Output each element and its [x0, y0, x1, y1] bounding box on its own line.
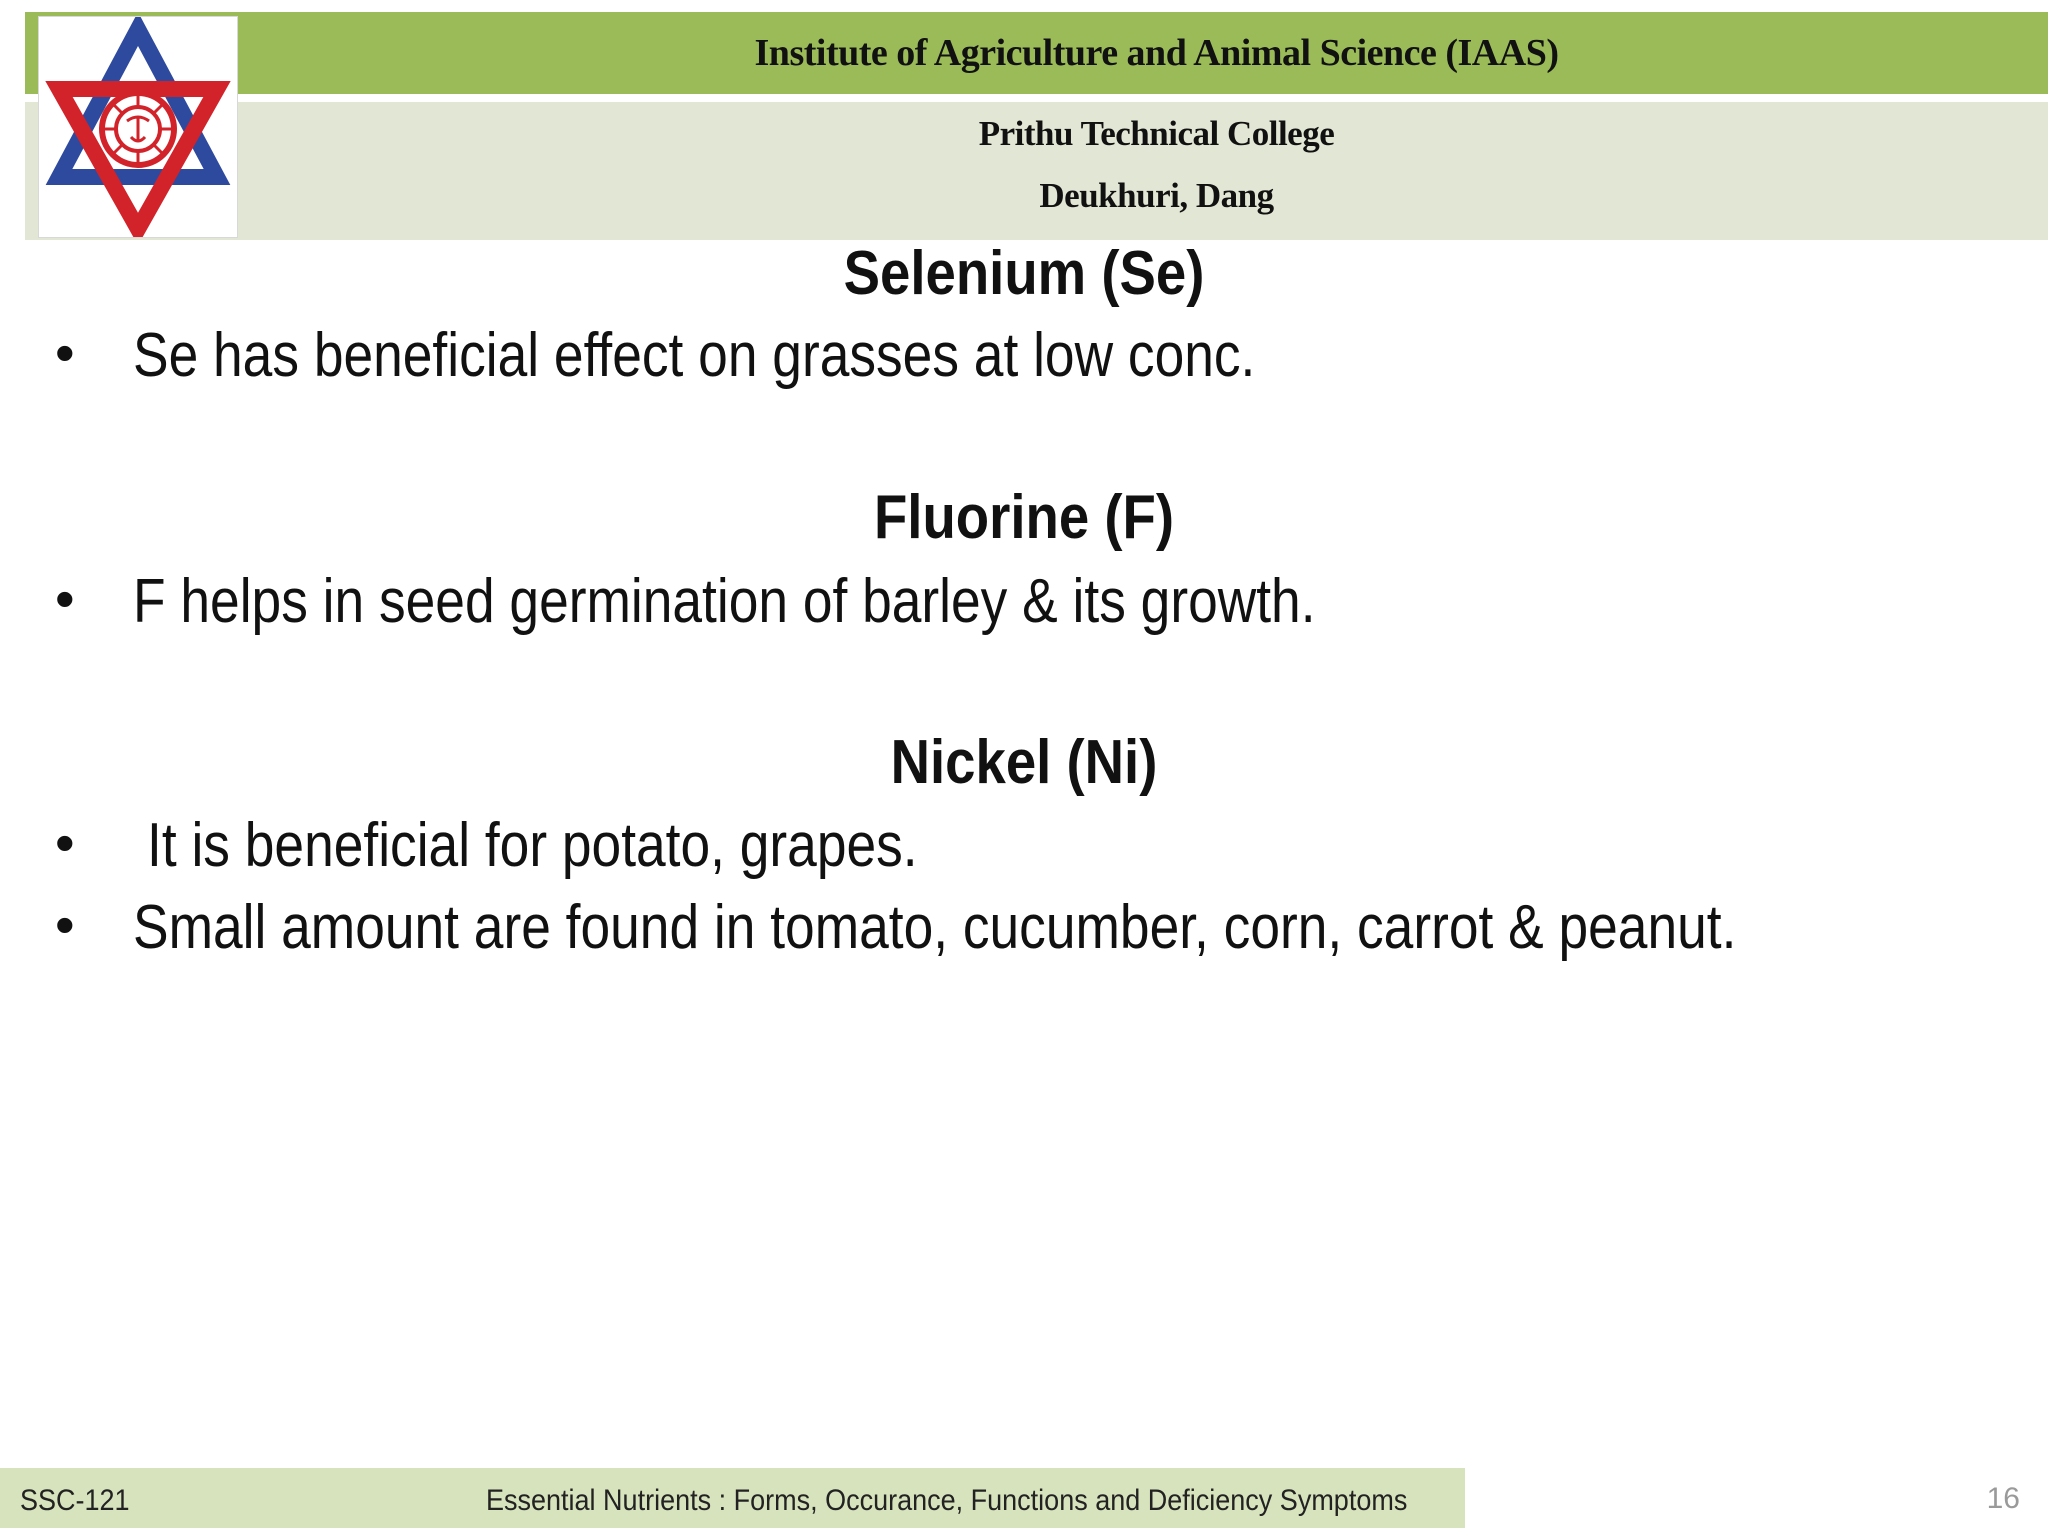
college-name: Prithu Technical College	[978, 114, 1335, 153]
header-band	[25, 12, 2048, 94]
header-subband	[25, 102, 2048, 240]
bullet-text: It is beneficial for potato, grapes.	[147, 811, 918, 880]
bullet-text: Small amount are found in tomato, cucumber, corn, carrot & peanut.	[133, 893, 1737, 962]
page-number-box	[1465, 1468, 2048, 1528]
bullet-text: F helps in seed germination of barley & its growth.	[133, 567, 1316, 636]
page-number: 16	[1986, 1482, 2020, 1515]
bullet-icon: •	[55, 811, 75, 874]
bullet-icon: •	[55, 893, 75, 956]
course-code: SSC-121	[20, 1484, 130, 1517]
section-heading-selenium: Selenium (Se)	[843, 239, 1205, 308]
logo-emblem-icon	[39, 17, 237, 237]
bullet-icon: •	[55, 567, 75, 630]
section-heading-nickel: Nickel (Ni)	[890, 728, 1158, 797]
institute-title: Institute of Agriculture and Animal Science (IAAS)	[754, 32, 1559, 74]
university-logo	[38, 16, 238, 238]
bullet-text: Se has beneficial effect on grasses at low conc.	[133, 321, 1256, 390]
footer-band	[0, 1468, 2048, 1528]
bullet-icon: •	[55, 321, 75, 384]
section-heading-fluorine: Fluorine (F)	[873, 483, 1175, 552]
footer-topic: Essential Nutrients : Forms, Occurance, Functions and Deficiency Symptoms	[486, 1484, 1408, 1517]
college-location: Deukhuri, Dang	[1039, 176, 1274, 215]
